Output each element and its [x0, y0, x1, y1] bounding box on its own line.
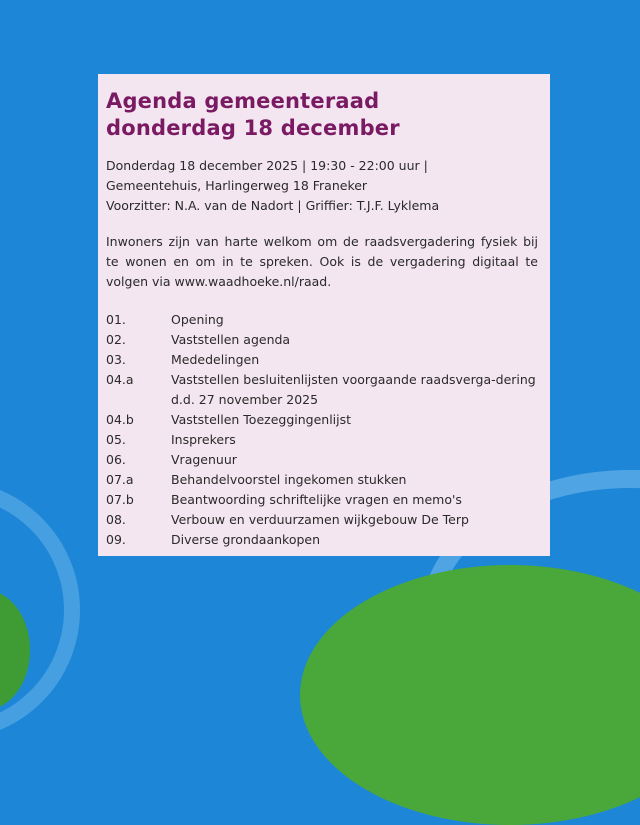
agenda-item-title: Vaststellen Toezeggingenlijst	[171, 412, 352, 427]
meeting-chair-clerk: Voorzitter: N.A. van de Nadort | Griffier: T.J.F. Lyklema	[106, 198, 440, 213]
title-line-2: donderdag 18 december	[106, 116, 400, 140]
agenda-item	[106, 510, 538, 530]
agenda-item-title: Verbouw en verduurzamen wijkgebouw De Terp	[171, 512, 469, 527]
agenda-item	[106, 450, 538, 470]
agenda-item-title: Opening	[171, 312, 224, 327]
agenda-item	[106, 330, 538, 350]
agenda-card	[98, 74, 550, 556]
agenda-item-title: Beantwoording schriftelijke vragen en memo's	[171, 492, 462, 507]
agenda-item-number: 04.b	[106, 412, 134, 427]
agenda-item-number: 03.	[106, 352, 126, 367]
agenda-item-title: Vaststellen agenda	[171, 332, 291, 347]
agenda-item-number: 08.	[106, 512, 126, 527]
agenda-item-number: 04.a	[106, 372, 134, 387]
agenda-item-title: Mededelingen	[171, 352, 260, 367]
agenda-item-number: 07.b	[106, 492, 134, 507]
background-green-shape	[300, 565, 640, 825]
agenda-item-title: Insprekers	[171, 432, 236, 447]
agenda-item-number: 09.	[106, 532, 126, 547]
agenda-item	[106, 490, 538, 510]
meeting-date-time: Donderdag 18 december 2025 | 19:30 - 22:00 uur |	[106, 158, 428, 173]
agenda-item	[106, 530, 538, 550]
meeting-details	[106, 156, 538, 216]
agenda-item-number: 06.	[106, 452, 126, 467]
agenda-item-number: 01.	[106, 312, 126, 327]
title-line-1: Agenda gemeenteraad	[106, 89, 380, 113]
agenda-item-title: Vaststellen besluitenlijsten voorgaande raadsverga-dering d.d. 27 november 2025	[171, 372, 536, 407]
agenda-item	[106, 350, 538, 370]
agenda-item-number: 05.	[106, 432, 126, 447]
agenda-item-title: Behandelvoorstel ingekomen stukken	[171, 472, 407, 487]
agenda-title	[106, 88, 538, 142]
agenda-item	[106, 430, 538, 450]
agenda-item	[106, 410, 538, 430]
agenda-item	[106, 370, 538, 410]
agenda-item-title: Vragenuur	[171, 452, 237, 467]
agenda-item	[106, 310, 538, 330]
intro-text: Inwoners zijn van harte welkom om de raadsvergadering fysiek bij te wonen en om in te spreken. Ook is de vergadering digitaal te volgen via www.waadhoeke.nl/raad.	[106, 234, 538, 289]
agenda-list	[106, 310, 538, 550]
meeting-location: Gemeentehuis, Harlingerweg 18 Franeker	[106, 178, 368, 193]
agenda-item	[106, 470, 538, 490]
agenda-item-number: 02.	[106, 332, 126, 347]
agenda-item-title: Diverse grondaankopen	[171, 532, 321, 547]
agenda-item-number: 07.a	[106, 472, 134, 487]
